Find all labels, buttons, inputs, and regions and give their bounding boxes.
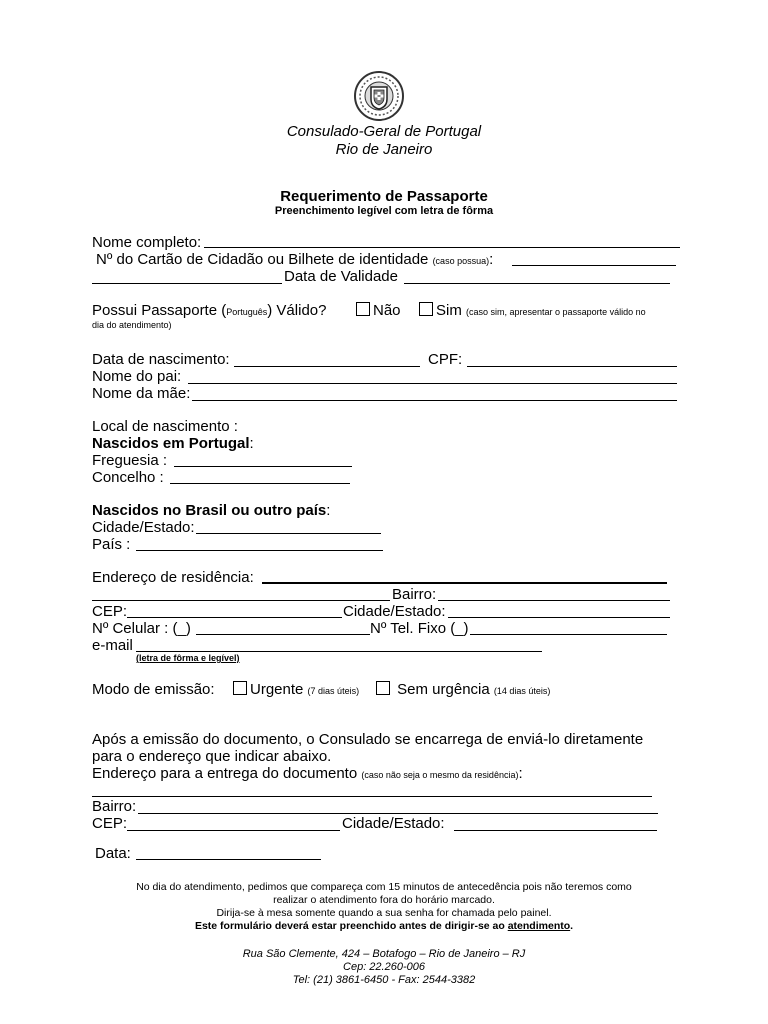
- date-label: Data:: [95, 845, 131, 862]
- birthplace-label: Local de nascimento :: [92, 418, 238, 435]
- footer-cep: Cep: 22.260-006: [343, 961, 425, 973]
- normal-option[interactable]: Sem urgência (14 dias úteis): [376, 681, 550, 698]
- consulate-city: Rio de Janeiro: [335, 141, 433, 158]
- residence-city-state-label: Cidade/Estado:: [343, 603, 446, 620]
- passport-question: Possui Passaporte (Português) Válido?: [92, 302, 327, 319]
- residence-district-field[interactable]: [438, 600, 670, 601]
- note-line-4: Este formulário deverá estar preenchido antes de dirigir-se ao atendimento.: [194, 920, 574, 932]
- father-field[interactable]: [188, 383, 677, 384]
- brazil-heading: Nascidos no Brasil ou outro país:: [92, 502, 331, 519]
- validity-label: Data de Validade: [284, 268, 398, 285]
- delivery-city-state-field[interactable]: [454, 830, 657, 831]
- residence-address-label: Endereço de residência:: [92, 569, 254, 586]
- email-field[interactable]: [136, 651, 542, 652]
- residence-address-field-2[interactable]: [92, 600, 390, 601]
- parish-label: Freguesia :: [92, 452, 168, 469]
- note-line-2: realizar o atendimento fora do horário marcado.: [273, 894, 495, 906]
- normal-checkbox[interactable]: [376, 681, 390, 695]
- birth-date-field[interactable]: [234, 366, 420, 367]
- residence-district-label: Bairro:: [392, 586, 437, 603]
- email-note: (letra de fôrma e legível): [136, 653, 240, 663]
- landline-field[interactable]: [470, 634, 667, 635]
- mother-field[interactable]: [192, 400, 677, 401]
- residence-address-field[interactable]: [262, 582, 667, 584]
- county-label: Concelho :: [92, 469, 164, 486]
- mobile-field[interactable]: [196, 634, 370, 635]
- passport-no-option[interactable]: Não: [356, 302, 401, 319]
- delivery-district-label: Bairro:: [92, 798, 137, 815]
- delivery-district-field[interactable]: [138, 813, 658, 814]
- country-field[interactable]: [136, 550, 383, 551]
- passport-note: dia do atendimento): [92, 320, 172, 330]
- birth-date-label: Data de nascimento:: [92, 351, 230, 368]
- footer-address: Rua São Clemente, 424 – Botafogo – Rio de Janeiro – RJ: [242, 948, 526, 960]
- delivery-cep-field[interactable]: [127, 830, 340, 831]
- note-line-1: No dia do atendimento, pedimos que compareça com 15 minutos de antecedência pois não teremos como: [136, 881, 632, 893]
- card-extra-field[interactable]: [92, 283, 282, 284]
- mobile-label: Nº Celular : (_): [92, 620, 191, 637]
- delivery-text-2: para o endereço que indicar abaixo.: [92, 748, 332, 765]
- landline-label: Nº Tel. Fixo (_): [370, 620, 469, 637]
- delivery-city-state-label: Cidade/Estado:: [342, 815, 445, 832]
- footer-phone: Tel: (21) 3861-6450 - Fax: 2544-3382: [292, 974, 476, 986]
- urgent-option[interactable]: Urgente (7 dias úteis): [233, 681, 359, 698]
- country-label: País :: [92, 536, 131, 553]
- no-checkbox[interactable]: [356, 302, 370, 316]
- emission-label: Modo de emissão:: [92, 681, 215, 698]
- page-title: Requerimento de Passaporte: [280, 188, 488, 205]
- county-field[interactable]: [170, 483, 350, 484]
- mother-label: Nome da mãe:: [92, 385, 191, 402]
- delivery-address-label: Endereço para a entrega do documento (caso não seja o mesmo da residência):: [92, 765, 523, 782]
- birth-city-state-field[interactable]: [196, 533, 381, 534]
- parish-field[interactable]: [174, 466, 352, 467]
- full-name-field[interactable]: [204, 247, 680, 248]
- consulate-name: Consulado-Geral de Portugal: [286, 123, 482, 140]
- urgent-checkbox[interactable]: [233, 681, 247, 695]
- cpf-field[interactable]: [467, 366, 677, 367]
- passport-yes-option[interactable]: Sim (caso sim, apresentar o passaporte válido no: [419, 302, 646, 319]
- portugal-heading: Nascidos em Portugal:: [92, 435, 254, 452]
- yes-checkbox[interactable]: [419, 302, 433, 316]
- delivery-address-field[interactable]: [92, 796, 652, 797]
- card-number-label: Nº do Cartão de Cidadão ou Bilhete de identidade (caso possua):: [96, 251, 494, 268]
- residence-cep-label: CEP:: [92, 603, 128, 620]
- delivery-text-1: Após a emissão do documento, o Consulado se encarrega de enviá-lo diretamente: [92, 731, 644, 748]
- residence-city-state-field[interactable]: [448, 617, 670, 618]
- email-label: e-mail: [92, 637, 133, 654]
- cpf-label: CPF:: [428, 351, 463, 368]
- coat-of-arms-emblem: [352, 70, 406, 122]
- delivery-cep-label: CEP:: [92, 815, 128, 832]
- page-subtitle: Preenchimento legível com letra de fôrma: [274, 205, 494, 217]
- residence-cep-field[interactable]: [127, 617, 342, 618]
- card-number-field[interactable]: [512, 265, 676, 266]
- validity-field[interactable]: [404, 283, 670, 284]
- note-line-3: Dirija-se à mesa somente quando a sua senha for chamada pelo painel.: [216, 907, 552, 919]
- full-name-label: Nome completo:: [92, 234, 202, 251]
- birth-city-state-label: Cidade/Estado:: [92, 519, 195, 536]
- father-label: Nome do pai:: [92, 368, 182, 385]
- date-field[interactable]: [136, 859, 321, 860]
